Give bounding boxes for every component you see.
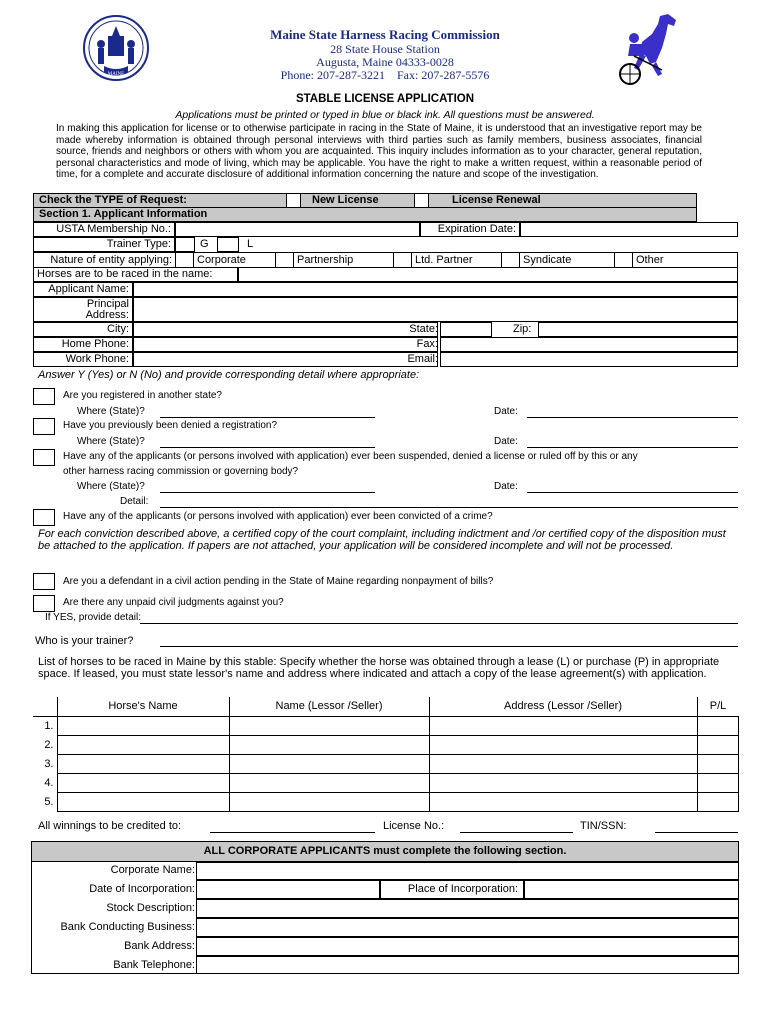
other-label: Other [633,253,738,268]
date-inc-label: Date of Incorporation: [89,883,195,895]
pl-cell[interactable] [697,735,739,754]
entity-type-row [33,252,738,268]
lessor-name-cell[interactable] [229,754,429,773]
other-checkbox[interactable] [615,253,633,268]
trainer-type-label: Trainer Type: [106,238,171,250]
col-pl: P/L [697,697,739,716]
q5-checkbox[interactable] [33,573,55,590]
lessor-address-cell[interactable] [429,716,697,735]
trainer-type-label-cell [33,237,175,252]
home-phone-label-cell [33,337,133,352]
form-subtitle: Applications must be printed or typed in blue or black ink. All questions must be answered. [175,109,595,121]
form-title: STABLE LICENSE APPLICATION [295,93,475,105]
trainer-type-g-label: G [200,238,209,250]
syndicate-label: Syndicate [520,253,615,268]
principal-address-label-cell [33,297,133,322]
state-label: State: [409,323,438,335]
table-row [33,773,739,792]
expiration-label-cell [420,222,520,237]
new-license-checkbox[interactable] [286,194,301,207]
renewal-checkbox[interactable] [414,194,429,207]
work-phone-label: Work Phone: [65,353,129,365]
partnership-label: Partnership [294,253,394,268]
q6-checkbox[interactable] [33,595,55,612]
q1-checkbox[interactable] [33,388,55,405]
row-number: 2. [44,738,54,751]
bank-label: Bank Conducting Business: [60,921,195,933]
trainer-type-g-checkbox[interactable] [175,237,195,252]
lessor-name-cell[interactable] [229,735,429,754]
stock-label: Stock Description: [106,902,195,914]
q5-text: Are you a defendant in a civil action pending in the State of Maine regarding nonpayment of bills? [63,576,494,587]
if-yes-input[interactable] [140,623,738,624]
q1-date-label: Date: [494,406,518,417]
col-horse-name: Horse's Name [57,697,229,716]
usta-label: USTA Membership No.: [56,223,171,235]
bank-address-input[interactable] [196,937,739,956]
section1-header [33,208,697,222]
lessor-name-cell[interactable] [229,716,429,735]
table-row [33,792,739,811]
renewal-label: License Renewal [452,194,541,206]
lessor-name-cell[interactable] [229,792,429,811]
intro-paragraph: In making this application for license or to otherwise participate in racing in the State of Maine, it is understood that an investigative report may be made whereby information is obtained through personal interviews with third parties such as family members, business associates, financial source, friends and neighbors or others with whom you are acquainted. This inquiry includes information as to your character, general reputation, personal characteristics and mode of living, which may be applicable. You have the right to make a written request, within a reasonable period of time, for a complete and accurate disclosure of additional information concerning the nature and scope of the investigation. [56,123,702,180]
pl-cell[interactable] [697,754,739,773]
home-phone-input[interactable] [133,337,438,352]
entity-type-label: Nature of entity applying: [34,253,176,268]
trainer-type-l-label: L [247,238,254,250]
principal-address-input[interactable] [133,297,738,322]
q4-text: Have any of the applicants (or persons involved with application) ever been convicted of a crime? [63,511,493,522]
ltd-partner-label: Ltd. Partner [412,253,502,268]
fax-label: Fax: [416,338,438,350]
license-no-label: License No.: [383,820,445,832]
request-row [33,193,697,208]
horses-table [33,697,739,812]
bank-input[interactable] [196,918,739,937]
q3-where-input[interactable] [160,492,375,493]
q2-text: Have you previously been denied a registration? [63,420,278,431]
conviction-note: For each conviction described above, a certified copy of the court complaint, including indictment and /or certified copy of the disposition must be attached to the application. If papers are not attached, your application will be considered incomplete and will not be processed. [38,528,726,552]
pl-cell[interactable] [697,773,739,792]
table-row [33,735,739,754]
lessor-address-cell[interactable] [429,754,697,773]
place-inc-input[interactable] [524,880,739,899]
usta-label-cell [33,222,175,237]
horses-name-label-cell [33,267,238,282]
pl-cell[interactable] [697,716,739,735]
q6-text: Are there any unpaid civil judgments against you? [63,597,284,608]
q4-checkbox[interactable] [33,509,55,526]
q3-text-a: Have any of the applicants (or persons involved with application) ever been suspended, denied a license or ruled off by this or any [63,451,638,462]
tin-input[interactable] [655,832,738,833]
q1-text: Are you registered in another state? [63,390,222,401]
city-input[interactable] [133,322,438,337]
new-license-label: New License [312,194,379,206]
applicant-name-label: Applicant Name: [48,283,129,295]
harness-horse-logo [616,12,688,94]
svg-text:MAINE: MAINE [107,72,125,77]
q2-date-input[interactable] [527,447,738,448]
winnings-input[interactable] [210,832,375,833]
corp-name-label: Corporate Name: [110,864,195,876]
license-no-input[interactable] [460,832,573,833]
tin-label: TIN/SSN: [580,820,627,832]
applicant-name-label-cell [33,282,133,297]
syndicate-checkbox[interactable] [502,253,520,268]
trainer-type-l-checkbox[interactable] [217,237,239,252]
table-row [33,754,739,773]
horse-name-cell[interactable] [57,754,229,773]
horses-name-input[interactable] [238,267,738,282]
date-inc-input[interactable] [196,880,380,899]
horse-name-cell[interactable] [57,773,229,792]
expiration-input[interactable] [520,222,738,237]
q3-detail-input[interactable] [160,507,738,508]
winnings-label: All winnings to be credited to: [38,820,182,832]
fax-input[interactable] [440,337,738,352]
applicant-name-input[interactable] [133,282,738,297]
lessor-address-cell[interactable] [429,735,697,754]
address-line-2: Augusta, Maine 04333-0028 [316,55,454,69]
place-inc-label-cell [380,880,524,899]
trainer-label: Who is your trainer? [35,635,134,647]
row-number: 3. [44,757,54,770]
yn-instruction: Answer Y (Yes) or N (No) and provide corresponding detail where appropriate: [38,369,420,381]
q3-text-b: other harness racing commission or governing body? [63,466,299,477]
expiration-label: Expiration Date: [437,223,516,235]
col-lessor-name: Name (Lessor /Seller) [229,697,429,716]
principal-label: Principal [86,298,129,310]
horses-name-label: Horses are to be raced in the name: [37,268,213,280]
col-lessor-address: Address (Lessor /Seller) [429,697,697,716]
request-label: Check the TYPE of Request: [39,194,187,206]
org-name: Maine State Harness Racing Commission [270,27,500,42]
q3-where-label: Where (State)? [77,481,145,492]
q1-where-label: Where (State)? [77,406,145,417]
bank-phone-label: Bank Telephone: [113,959,195,971]
q3-detail-label: Detail: [120,496,149,507]
horse-name-cell[interactable] [57,792,229,811]
horses-note: List of horses to be raced in Maine by this stable: Specify whether the horse was obtained through a lease (L) or purchase (P) in appropriate space. If leased, you must state lessor's name and address where indicated and attach a copy of the lease agreement(s) with application. [38,656,720,680]
bank-address-label: Bank Address: [124,940,195,952]
city-label: City: [107,323,129,335]
q3-checkbox[interactable] [33,449,55,466]
trainer-input[interactable] [160,646,738,647]
lessor-address-cell[interactable] [429,773,697,792]
row-number: 1. [44,719,54,732]
zip-input[interactable] [538,322,738,337]
table-row [33,716,739,735]
lessor-name-cell[interactable] [229,773,429,792]
lessor-address-cell[interactable] [429,792,697,811]
address-label: Address: [85,309,129,321]
row-number: 4. [44,776,54,789]
corporate-checkbox[interactable] [176,253,194,268]
work-phone-input[interactable] [133,352,438,367]
horse-name-cell[interactable] [57,735,229,754]
q2-checkbox[interactable] [33,418,55,435]
usta-input[interactable] [175,222,420,237]
pl-cell[interactable] [697,792,739,811]
q2-where-label: Where (State)? [77,436,145,447]
q3-date-label: Date: [494,481,518,492]
row-number: 5. [44,795,54,808]
bank-phone-input[interactable] [196,956,739,974]
zip-label: Zip: [513,323,532,335]
email-input[interactable] [440,352,738,367]
place-inc-label: Place of Incorporation: [407,883,518,895]
address-line-1: 28 State House Station [330,42,440,56]
stock-input[interactable] [196,899,739,918]
q1-date-input[interactable] [527,417,738,418]
section1-title: Section 1. Applicant Information [39,208,208,220]
q2-date-label: Date: [494,436,518,447]
corp-name-input[interactable] [196,862,739,880]
state-input[interactable] [440,322,492,337]
corporate-title: ALL CORPORATE APPLICANTS must complete the following section. [32,842,738,862]
corporate-label: Corporate [194,253,276,268]
home-phone-label: Home Phone: [61,338,129,350]
partnership-checkbox[interactable] [276,253,294,268]
if-yes-label: If YES, provide detail: [45,612,141,623]
work-phone-label-cell [33,352,133,367]
q1-where-input[interactable] [160,417,375,418]
horse-name-cell[interactable] [57,716,229,735]
ltd-partner-checkbox[interactable] [394,253,412,268]
phone-fax: Phone: 207-287-3221 Fax: 207-287-5576 [280,68,490,82]
email-label: Email: [407,353,438,365]
q3-date-input[interactable] [527,492,738,493]
q2-where-input[interactable] [160,447,375,448]
city-label-cell [33,322,133,337]
